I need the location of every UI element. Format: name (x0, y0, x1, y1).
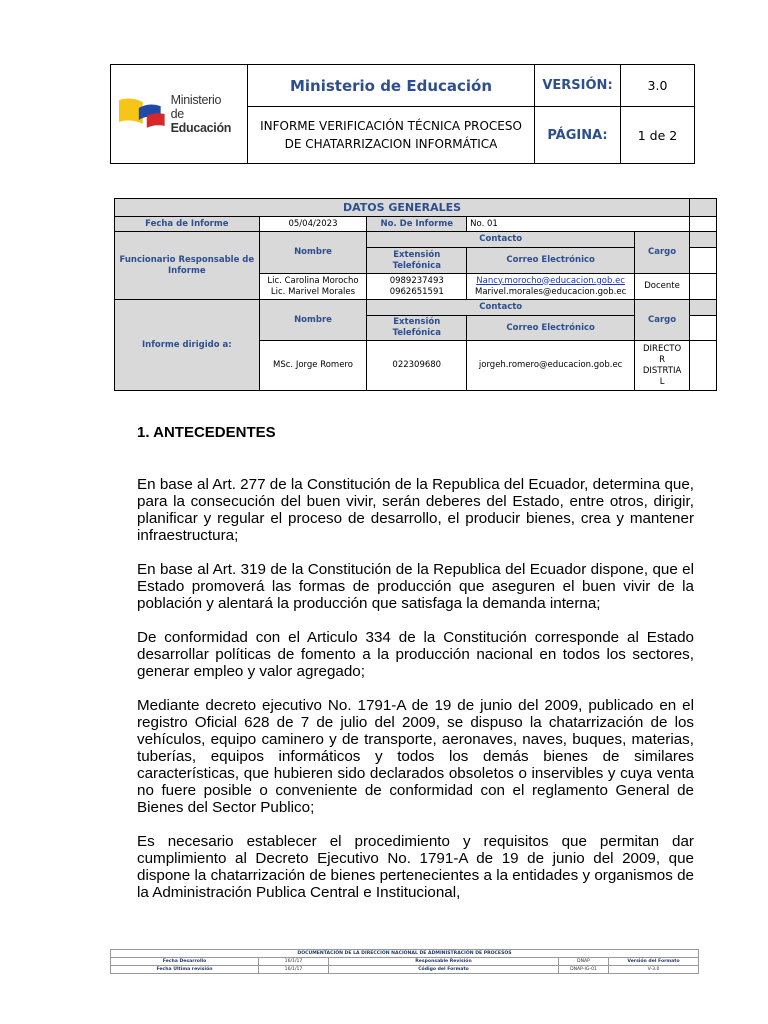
version-label: VERSIÓN: (535, 65, 621, 107)
footer-cell: Fecha Desarrollo (111, 958, 259, 966)
logo-cell (111, 65, 248, 164)
addressed-ext-header: Extensión Telefónica (367, 316, 467, 341)
footer-cell: Versión del Formato (609, 958, 699, 966)
ministry-title-cell (248, 65, 535, 107)
addressed-to-label: Informe dirigido a: (115, 300, 260, 391)
general-data-table (114, 198, 717, 391)
report-date-label: Fecha de Informe (115, 217, 260, 232)
paragraph-2: En base al Art. 319 de la Constitución de la Republica del Ecuador dispone, que el Estado promoverá las formas de producción que aseguren el buen vivir de la población y alentará la producción que satisfaga la demanda interna; (137, 561, 694, 612)
responsible-label: Funcionario Responsable de Informe (115, 232, 260, 300)
addressed-phone: 022309680 (367, 341, 467, 391)
page-value: 1 de 2 (621, 107, 695, 164)
paragraph-5: Es necesario establecer el procedimiento y requisitos que permitan dar cumplimiento al Decreto Ejecutivo No. 1791-A de 19 de junio del 2009, que dispone la chatarrización de bienes pertenecientes a la entidades y organismos de la Administración Publica Central e Institucional, (137, 833, 694, 901)
footer-cell: 16/1/17 (259, 958, 329, 966)
addressed-email: jorgeh.romero@educacion.gob.ec (467, 341, 635, 391)
footer-cell: V-3.0 (609, 966, 699, 974)
report-number-value: No. 01 (467, 217, 690, 232)
report-subtitle: INFORME VERIFICACIÓN TÉCNICA PROCESO DE CHATARRIZACION INFORMÁTICA (260, 119, 522, 152)
version-value: 3.0 (621, 65, 695, 107)
logo-line2-bold: Educación (170, 121, 232, 135)
document-body (137, 424, 694, 901)
responsible-names: Lic. Carolina Morocho Lic. Marivel Morales (259, 274, 367, 300)
page-label: PÁGINA: (535, 107, 621, 164)
email-link[interactable]: Nancy.morocho@educacion.gob.ec (476, 275, 625, 286)
footer-cell: Fecha Última revisión (111, 966, 259, 974)
responsible-name-header: Nombre (259, 232, 367, 274)
addressed-email-header: Correo Electrónico (467, 316, 635, 341)
responsible-cargo: Docente (635, 274, 690, 300)
footer-cell: Código del Formato (329, 966, 559, 974)
addressed-name: MSc. Jorge Romero (259, 341, 367, 391)
responsible-ext-header: Extensión Telefónica (367, 248, 467, 274)
flag-logo-icon (117, 94, 167, 134)
responsible-email-header: Correo Electrónico (467, 248, 635, 274)
subtitle-cell (248, 107, 535, 164)
ministry-logo (111, 93, 247, 135)
footer-cell: 16/1/17 (259, 966, 329, 974)
section-heading: 1. ANTECEDENTES (137, 424, 276, 441)
addressed-cargo: DIRECTO R DISTRTIA L (635, 341, 690, 391)
general-data-title: DATOS GENERALES (115, 199, 690, 217)
report-date-value: 05/04/2023 (259, 217, 367, 232)
footer-cell: Responsable Revisión (329, 958, 559, 966)
addressed-cargo-header: Cargo (635, 300, 690, 341)
responsible-emails: Nancy.morocho@educacion.gob.ec Marivel.morales@educacion.gob.ec (467, 274, 635, 300)
footer-cell: DNAP-IG-01 (559, 966, 609, 974)
responsible-contact-header: Contacto (367, 232, 635, 248)
responsible-cargo-header: Cargo (635, 232, 690, 274)
addressed-name-header: Nombre (259, 300, 367, 341)
ministry-title: Ministerio de Educación (289, 76, 493, 95)
document-header (110, 64, 695, 164)
paragraph-3: De conformidad con el Articulo 334 de la Constitución corresponde al Estado desarrollar políticas de fomento a la producción nacional en todos los sectores, generar empleo y valor agregado; (137, 629, 694, 680)
responsible-phones: 0989237493 0962651591 (367, 274, 467, 300)
document-footer (110, 949, 699, 974)
footer-title: DOCUMENTACIÓN DE LA DIRECCIÓN NACIONAL DE ADMINISTRACIÓN DE PROCESOS (111, 950, 699, 958)
report-number-label: No. De Informe (367, 217, 467, 232)
logo-line1: Ministerio (170, 93, 222, 107)
footer-cell: DNAP (559, 958, 609, 966)
addressed-contact-header: Contacto (367, 300, 635, 316)
logo-line2-prefix: de (170, 107, 184, 121)
paragraph-4: Mediante decreto ejecutivo No. 1791-A de 19 de junio del 2009, publicado en el registro Oficial 628 de 7 de julio del 2009, se dispuso la chatarrización de los vehículos, equipo caminero y de transporte, aeronaves, naves, buques, materias, tuberías, equipos informáticos y todos los demás bienes de similares características, que hubieren sido declarados obsoletos o inservibles y cuya venta no fuere posible o conveniente de conformidad con el reglamento General de Bienes del Sector Publico; (137, 697, 694, 816)
paragraph-1: En base al Art. 277 de la Constitución de la Republica del Ecuador, determina que, para la consecución del buen vivir, serán deberes del Estado, entre otros, dirigir, planificar y regular el proceso de desarrollo, el producir bienes, crea y mantener infraestructura; (137, 476, 694, 544)
